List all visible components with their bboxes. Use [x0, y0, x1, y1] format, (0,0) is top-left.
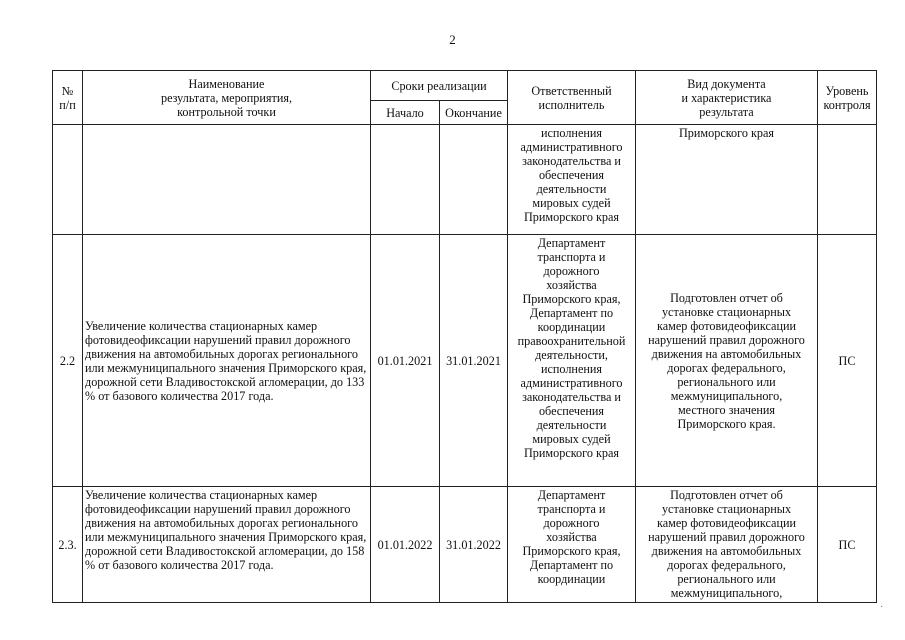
row-end — [440, 125, 508, 235]
row-level: ПС — [818, 235, 877, 487]
row-start: 01.01.2021 — [371, 235, 440, 487]
header-level: Уровень контроля — [818, 71, 877, 125]
row-doc: Подготовлен отчет об установке стационарных камер фотовидеофиксации нарушений правил дорожного движения на автомобильных дорогах федерального, регионального или межмуниципального, местного значения Приморского края. — [636, 235, 818, 487]
row-name: Увеличение количества стационарных камер фотовидеофиксации нарушений правил дорожного движения на автомобильных дорогах регионального или межмуниципального значения Приморского края, дорожной сети Владивостокской агломерации, до 133 % от базового количества 2017 года. — [83, 235, 371, 487]
header-end: Окончание — [440, 101, 508, 125]
row-name: Увеличение количества стационарных камер фотовидеофиксации нарушений правил дорожного движения на автомобильных дорогах регионального или межмуниципального значения Приморского края, дорожной сети Владивостокской агломерации, до 158 % от базового количества 2017 года. — [83, 487, 371, 603]
header-doc-type: Вид документа и характеристика результата — [636, 71, 818, 125]
header-name: Наименование результата, мероприятия, контрольной точки — [83, 71, 371, 125]
table-row — [53, 125, 877, 235]
row-start — [371, 125, 440, 235]
header-terms: Сроки реализации — [371, 71, 508, 101]
header-start: Начало — [371, 101, 440, 125]
row-num: 2.2 — [53, 235, 83, 487]
header-num: № п/п — [53, 71, 83, 125]
row-start: 01.01.2022 — [371, 487, 440, 603]
page-number: 2 — [449, 32, 456, 47]
row-end: 31.01.2021 — [440, 235, 508, 487]
scan-artifact: · — [880, 602, 884, 613]
row-name — [83, 125, 371, 235]
table-row — [53, 235, 877, 487]
row-doc: Приморского края — [636, 125, 818, 235]
header-responsible: Ответственный исполнитель — [508, 71, 636, 125]
row-num — [53, 125, 83, 235]
row-level — [818, 125, 877, 235]
row-doc: Подготовлен отчет об установке стационарных камер фотовидеофиксации нарушений правил дорожного движения на автомобильных дорогах федерального, регионального или межмуниципального, — [636, 487, 818, 603]
row-responsible: Департамент транспорта и дорожного хозяйства Приморского края, Департамент по координации правоохранительной деятельности, исполнения административного законодательства и обеспечения деятельности мировых судей Приморского края — [508, 235, 636, 487]
table-row — [53, 487, 877, 603]
results-table — [52, 70, 877, 603]
row-responsible: исполнения административного законодательства и обеспечения деятельности мировых судей Приморского края — [508, 125, 636, 235]
row-end: 31.01.2022 — [440, 487, 508, 603]
row-num: 2.3. — [53, 487, 83, 603]
row-responsible: Департамент транспорта и дорожного хозяйства Приморского края, Департамент по координации — [508, 487, 636, 603]
row-level: ПС — [818, 487, 877, 603]
